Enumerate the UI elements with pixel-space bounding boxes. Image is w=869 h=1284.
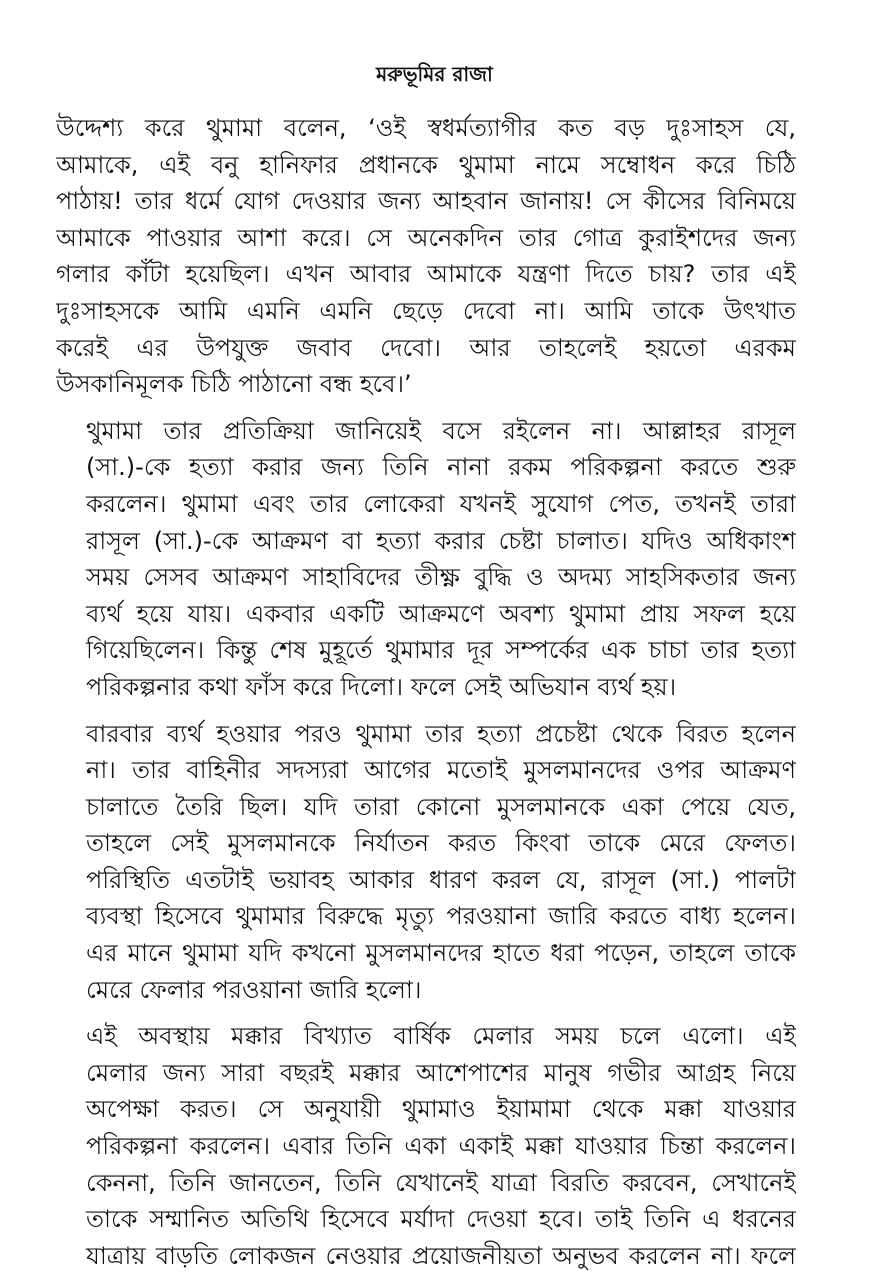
- paragraph-3: [56, 716, 796, 1009]
- text-line: আমাকে পাওয়ার আশা করে। সে অনেকদিন তার গোত্র কুরাইশদের জন্য: [56, 223, 796, 252]
- text-line: এই অবস্থায় মক্কার বিখ্যাত বার্ষিক মেলার সময় চলে এলো। এই: [86, 1022, 796, 1051]
- text-line: না। তার বাহিনীর সদস্যরা আগের মতোই মুসলমানদের ওপর আক্রমণ: [86, 756, 796, 785]
- text-line: মেলার জন্য সারা বছরই মক্কার আশেপাশের মানুষ গভীর আগ্রহ নিয়ে: [86, 1058, 796, 1087]
- text-line: গলার কাঁটা হয়েছিল। এখন আবার আমাকে যন্ত্রণা দিতে চায়? তার এই: [56, 260, 796, 289]
- text-line: পরিস্থিতি এতটাই ভয়াবহ আকার ধারণ করল যে, রাসূল (সা.) পালটা: [86, 865, 796, 894]
- text-line: বারবার ব্যর্থ হওয়ার পরও থুমামা তার হত্যা প্রচেষ্টা থেকে বিরত হলেন: [86, 719, 796, 748]
- text-line: দুঃসাহসকে আমি এমনি এমনি ছেড়ে দেবো না। আমি তাকে উৎখাত: [56, 296, 796, 325]
- text-line: যাত্রায় বাড়তি লোকজন নেওয়ার প্রয়োজনীয়তা অনুভব করলেন না। ফলে: [86, 1241, 796, 1270]
- text-line: ব্যর্থ হয়ে যায়। একবার একটি আক্রমণে অবশ্য থুমামা প্রায় সফল হয়ে: [86, 599, 796, 628]
- text-line: অপেক্ষা করত। সে অনুযায়ী থুমামাও ইয়ামামা থেকে মক্কা যাওয়ার: [86, 1095, 796, 1124]
- body-text: [56, 110, 796, 1284]
- text-line: পরিকল্পনা করলেন। এবার তিনি একা একাই মক্কা যাওয়ার চিন্তা করলেন।: [86, 1132, 796, 1161]
- text-line: কেননা, তিনি জানতেন, তিনি যেখানেই যাত্রা বিরতি করবেন, সেখানেই: [86, 1168, 796, 1197]
- text-line: করলেন। থুমামা এবং তার লোকেরা যখনই সুযোগ পেত, তখনই তারা: [86, 489, 796, 518]
- text-line: তাকে সম্মানিত অতিথি হিসেবে মর্যাদা দেওয়া হবে। তাই তিনি এ ধরনের: [86, 1205, 796, 1234]
- text-line: চালাতে তৈরি ছিল। যদি তারা কোনো মুসলমানকে একা পেয়ে যেত,: [86, 792, 796, 821]
- text-line: মেরে ফেলার পরওয়ানা জারি হলো।: [86, 975, 422, 1004]
- text-line: তাহলে সেই মুসলমানকে নির্যাতন করত কিংবা তাকে মেরে ফেলত।: [86, 829, 796, 858]
- paragraph-1: [56, 110, 796, 403]
- text-line: এর মানে থুমামা যদি কখনো মুসলমানদের হাতে ধরা পড়েন, তাহলে তাকে: [86, 939, 796, 968]
- text-line: আমাকে, এই বনু হানিফার প্রধানকে থুমামা নামে সম্বোধন করে চিঠি: [56, 150, 796, 179]
- text-line: করেই এর উপযুক্ত জবাব দেবো। আর তাহলেই হয়তো এরকম: [56, 333, 796, 362]
- text-line: (সা.)-কে হত্যা করার জন্য তিনি নানা রকম পরিকল্পনা করতে শুরু: [86, 453, 796, 482]
- paragraph-2: [56, 413, 796, 706]
- text-line: থুমামা তার প্রতিক্রিয়া জানিয়েই বসে রইলেন না। আল্লাহর রাসূল: [86, 416, 796, 445]
- text-line: পরিকল্পনার কথা ফাঁস করে দিলো। ফলে সেই অভিযান ব্যর্থ হয়।: [86, 672, 677, 701]
- text-line: পাঠায়! তার ধর্মে যোগ দেওয়ার জন্য আহবান জানায়! সে কীসের বিনিময়ে: [56, 187, 796, 216]
- text-line: ব্যবস্থা হিসেবে থুমামার বিরুদ্ধে মৃত্যু পরওয়ানা জারি করতে বাধ্য হলেন।: [86, 902, 796, 931]
- text-line: রাসূল (সা.)-কে আক্রমণ বা হত্যা করার চেষ্টা চালাত। যদিও অধিকাংশ: [86, 526, 796, 555]
- text-line: সময় সেসব আক্রমণ সাহাবিদের তীক্ষ্ণ বুদ্ধি ও অদম্য সাহসিকতার জন্য: [86, 563, 796, 592]
- paragraph-4: [56, 1018, 796, 1274]
- running-title: মরুভূমির রাজা: [376, 62, 493, 86]
- text-line: উসকানিমূলক চিঠি পাঠানো বন্ধ হবে।’: [56, 370, 412, 399]
- text-line: গিয়েছিলেন। কিন্তু শেষ মুহূর্তে থুমামার দূর সম্পর্কের এক চাচা তার হত্যা: [86, 636, 796, 665]
- text-line: উদ্দেশ্য করে থুমামা বলেন, ‘ওই স্বধর্মত্যাগীর কত বড় দুঃসাহস যে,: [56, 114, 796, 142]
